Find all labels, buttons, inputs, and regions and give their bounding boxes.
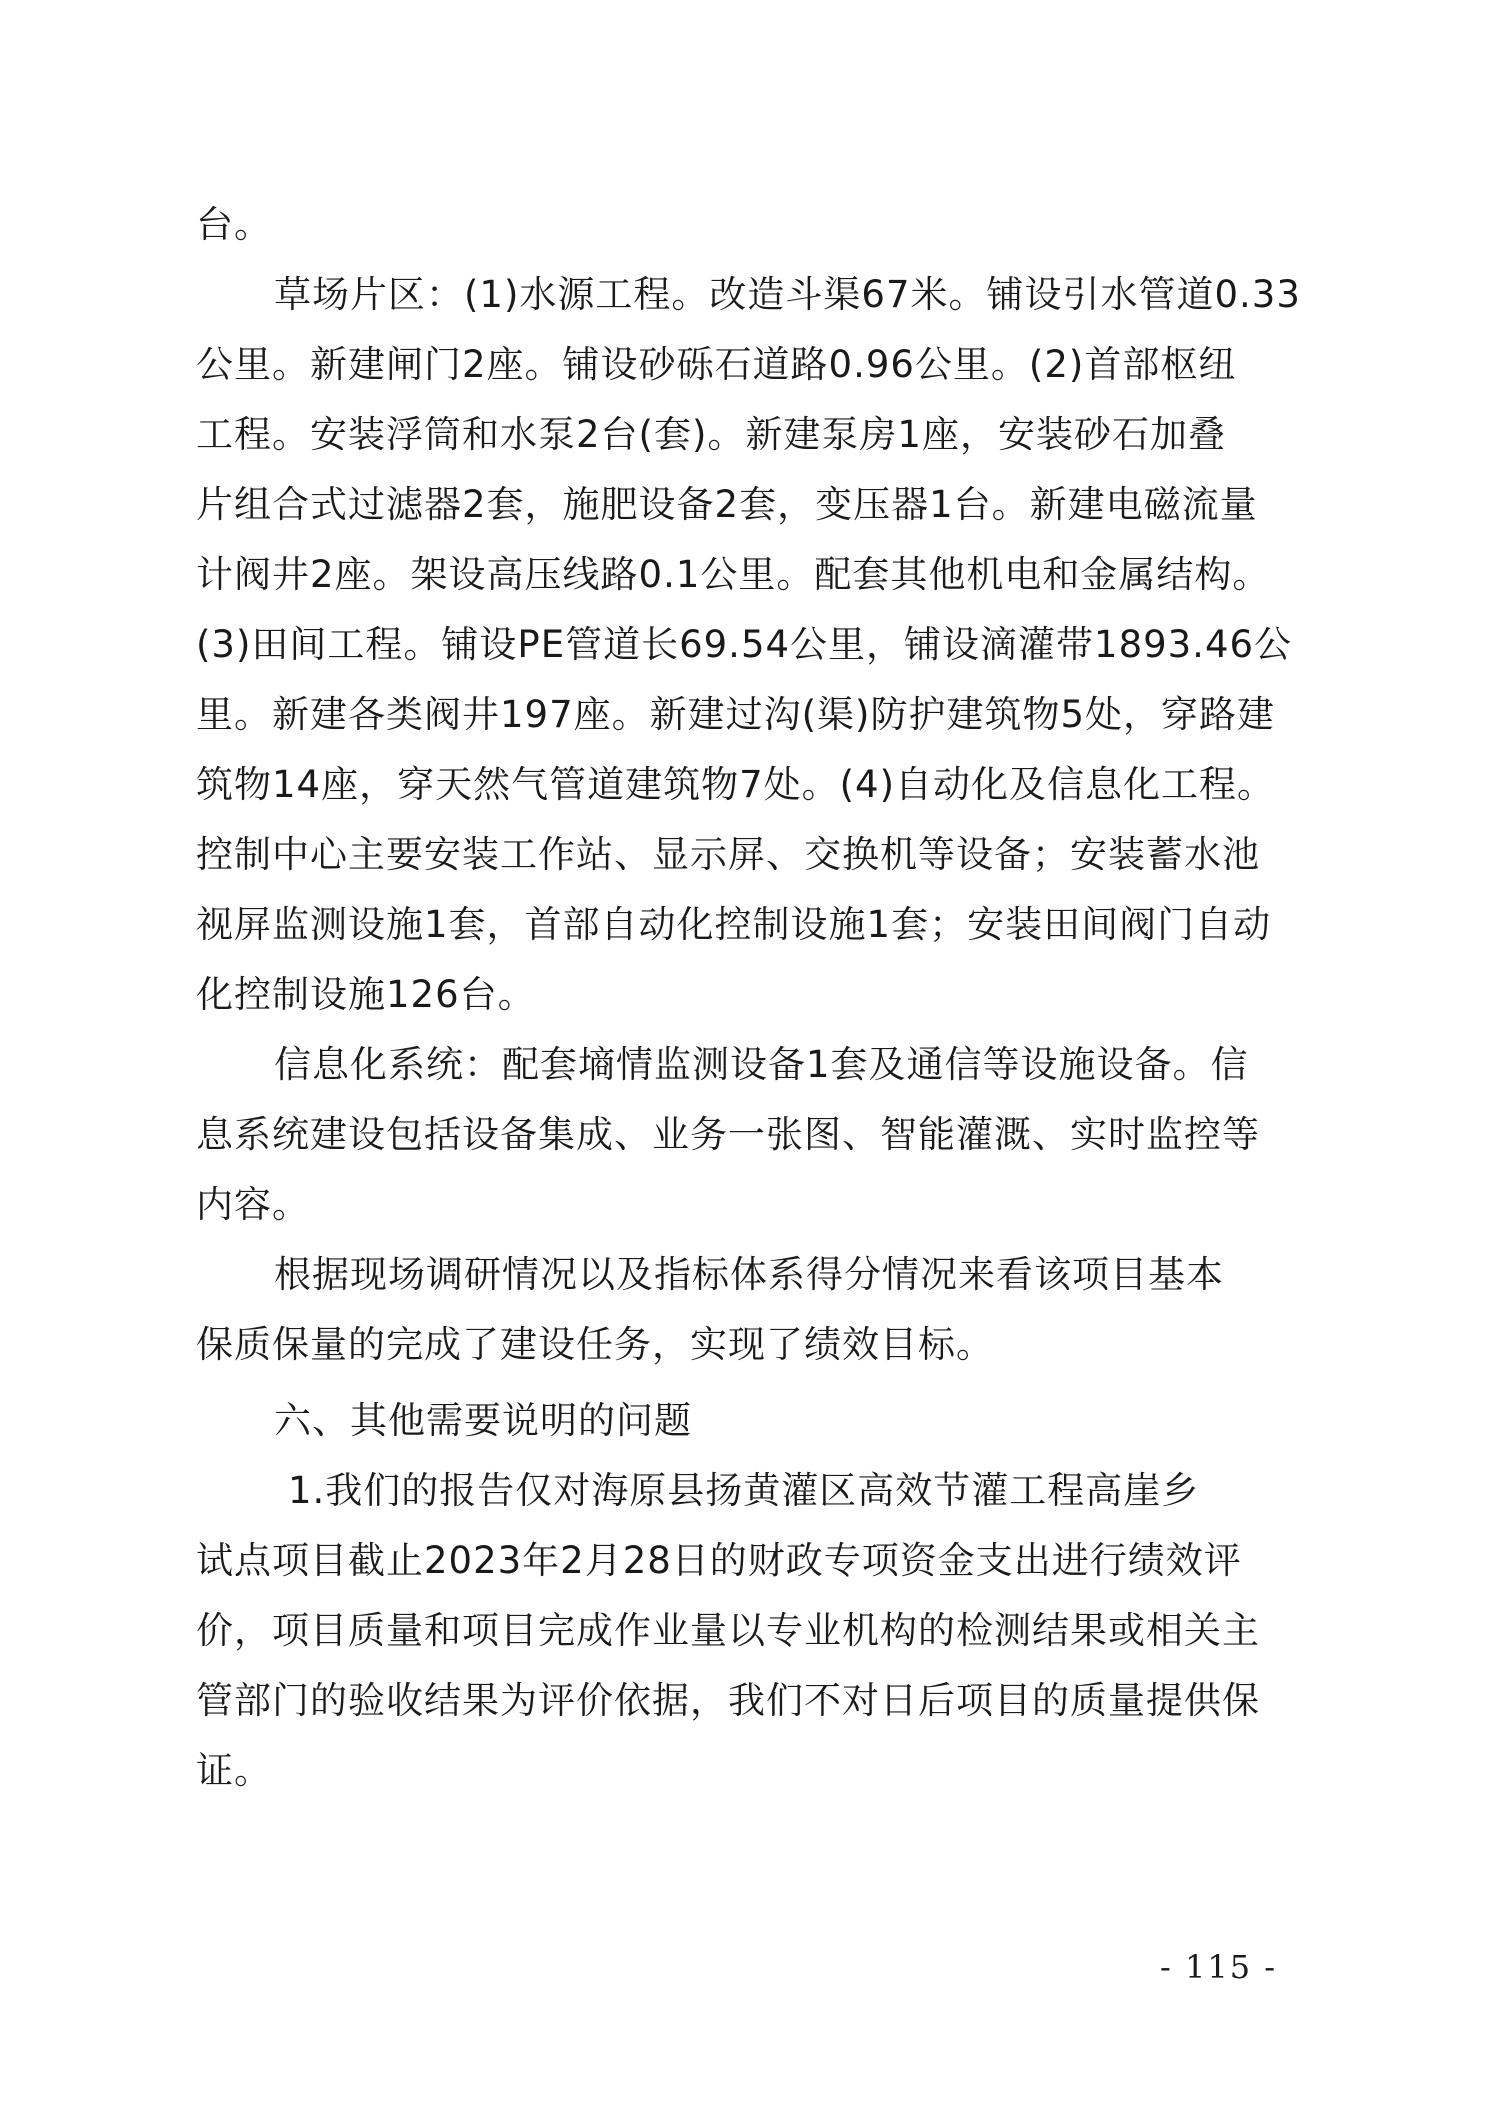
text-line: (3)田间工程。铺设PE管道长69.54公里，铺设滴灌带1893.46公 [196,623,1293,666]
paragraph-continuation [196,190,1316,260]
paragraph-information-system [196,1030,1316,1240]
text-line: 筑物14座，穿天然气管道建筑物7处。(4)自动化及信息化工程。 [196,763,1276,806]
section-heading [196,1386,1316,1456]
paragraph-note-1 [196,1456,1316,1806]
text-line: 息系统建设包括设备集成、业务一张图、智能灌溉、实时监控等 [196,1113,1260,1156]
page-number: - 115 - [1160,1948,1278,1986]
document-body [196,190,1316,1806]
text-line: 证。 [196,1749,272,1792]
text-line: 1.我们的报告仅对海原县扬黄灌区高效节灌工程高崖乡 [288,1469,1200,1512]
text-line: 控制中心主要安装工作站、显示屏、交换机等设备；安装蓄水池 [196,833,1260,876]
text-line: 价，项目质量和项目完成作业量以专业机构的检测结果或相关主 [196,1609,1260,1652]
text-line: 草场片区：(1)水源工程。改造斗渠67米。铺设引水管道0.33 [274,273,1301,316]
text-line: 内容。 [196,1183,310,1226]
text-line: 视屏监测设施1套，首部自动化控制设施1套；安装田间阀门自动 [196,903,1272,946]
text-line: 化控制设施126台。 [196,973,536,1016]
text-line: 台。 [196,203,272,246]
text-line: 信息化系统：配套墒情监测设备1套及通信等设施设备。信 [274,1043,1249,1086]
text-line: 里。新建各类阀井197座。新建过沟(渠)防护建筑物5处，穿路建 [196,693,1276,736]
paragraph-conclusion [196,1240,1316,1380]
text-line: 计阀井2座。架设高压线路0.1公里。配套其他机电和金属结构。 [196,553,1271,596]
text-line: 保质保量的完成了建设任务，实现了绩效目标。 [196,1323,994,1366]
text-line: 公里。新建闸门2座。铺设砂砾石道路0.96公里。(2)首部枢纽 [196,343,1237,386]
text-line: 管部门的验收结果为评价依据，我们不对日后项目的质量提供保 [196,1679,1260,1722]
text-line: 工程。安装浮筒和水泵2台(套)。新建泵房1座，安装砂石加叠 [196,413,1226,456]
text-line: 六、其他需要说明的问题 [274,1399,692,1442]
text-line: 根据现场调研情况以及指标体系得分情况来看该项目基本 [274,1253,1224,1296]
paragraph-grassland-area [196,260,1316,1030]
text-line: 片组合式过滤器2套，施肥设备2套，变压器1台。新建电磁流量 [196,483,1258,526]
text-line: 试点项目截止2023年2月28日的财政专项资金支出进行绩效评 [196,1539,1242,1582]
